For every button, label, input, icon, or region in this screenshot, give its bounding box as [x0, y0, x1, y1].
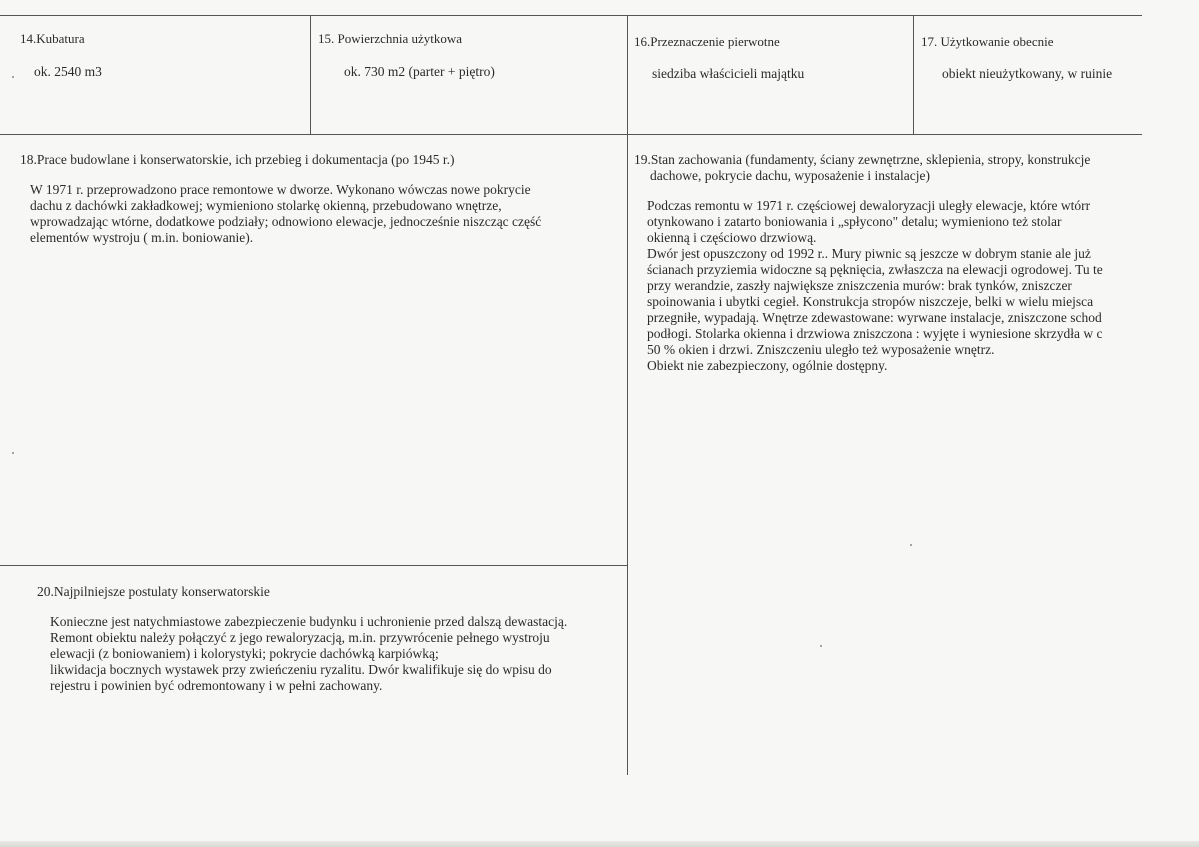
section-19-line: Dwór jest opuszczony od 1992 r.. Mury piwnic są jeszcze w dobrym stanie ale już: [647, 246, 1091, 261]
field-15-title: 15. Powierzchnia użytkowa: [318, 31, 463, 46]
paper-edge: [0, 841, 1199, 847]
section-19-line: przegniłe, wypadają. Wnętrze zdewastowane: wyrwane instalacje, zniszczone schod: [647, 310, 1102, 325]
section-19-text: [647, 198, 1126, 374]
section-19-title: [634, 152, 1154, 184]
field-14-title: 14.Kubatura: [20, 31, 85, 46]
section-19-line: otynkowano i zatarto boniowania i „spłycono" detalu; wymieniono też stolar: [647, 214, 1062, 229]
main-column-divider: [627, 15, 628, 775]
scan-speck: [12, 452, 14, 454]
section-18-line: dachu z dachówki zakładkowej; wymieniono stolarkę okienną, przebudowano wnętrze,: [30, 198, 502, 213]
field-17-title: 17. Użytkowanie obecnie: [921, 34, 1054, 49]
section-18-line: W 1971 r. przeprowadzono prace remontowe w dworze. Wykonano wówczas nowe pokrycie: [30, 182, 531, 197]
section-19-line: 50 % okien i drzwi. Zniszczeniu uległo też wyposażenie wnętrz.: [647, 342, 995, 357]
section-19-line: Podczas remontu w 1971 r. częściowej dewaloryzacji uległy elewacje, które wtórr: [647, 198, 1091, 213]
section-19-line: spoinowania i ubytki cegieł. Konstrukcja stropów niszczeje, belki w wielu miejsca: [647, 294, 1094, 309]
section-20-title: 20.Najpilniejsze postulaty konserwatorskie: [37, 584, 270, 599]
section-20-line: Remont obiektu należy połączyć z jego rewaloryzacją, m.in. przywrócenie pełnego wystroju: [50, 630, 550, 645]
field-15-value: ok. 730 m2 (parter + piętro): [344, 64, 495, 79]
scan-speck: [910, 544, 912, 546]
section-18-line: elementów wystroju ( m.in. boniowanie).: [30, 230, 254, 245]
section20-top-line: [0, 565, 627, 566]
scan-speck: [12, 76, 14, 78]
field-17-value: obiekt nieużytkowany, w ruinie: [942, 66, 1113, 81]
divider-16-17: [913, 15, 914, 135]
divider-14-15: [310, 15, 311, 135]
field-16-value: siedziba właścicieli majątku: [652, 66, 805, 81]
section-20-text: [50, 614, 620, 694]
scan-speck: [820, 645, 822, 647]
section-18-line: wprowadzając wtórne, dodatkowe podziały; odnowiono elewacje, jednocześnie niszcząc część: [30, 214, 542, 229]
section-19-title-line: dachowe, pokrycie dachu, wyposażenie i instalacje): [650, 168, 931, 183]
section-19-title-line: 19.Stan zachowania (fundamenty, ściany zewnętrzne, sklepienia, stropy, konstrukcje: [634, 152, 1091, 167]
section-20-line: Konieczne jest natychmiastowe zabezpieczenie budynku i uchronienie przed dalszą dewastacją.: [50, 614, 568, 629]
section-18-title: 18.Prace budowlane i konserwatorskie, ich przebieg i dokumentacja (po 1945 r.): [20, 152, 455, 167]
section-19-line: przy werandzie, zaszły największe zniszczenia murów: brak tynków, zniszczer: [647, 278, 1072, 293]
section-20-line: elewacji (z boniowaniem) i kolorystyki; pokrycie dachówką karpiówką;: [50, 646, 439, 661]
field-16-title: 16.Przeznaczenie pierwotne: [634, 34, 780, 49]
section-19-line: podłogi. Stolarka okienna i drzwiowa zniszczona : wyjęte i wyniesione skrzydła w c: [647, 326, 1103, 341]
top-border-line: [0, 15, 1142, 16]
section-20-line: likwidacja bocznych wystawek przy zwieńczeniu ryzalitu. Dwór kwalifikuje się do wpisu do: [50, 662, 552, 677]
section-19-line: okienną i częściowo drzwiową.: [647, 230, 817, 245]
section-20-line: rejestru i powinien być odremontowany i w pełni zachowany.: [50, 678, 383, 693]
section-19-line: ścianach przyziemia widoczne są pęknięcia, zwłaszcza na elewacji ogrodowej. Tu te: [647, 262, 1103, 277]
section-18-text: [30, 182, 620, 246]
section-19-line: Obiekt nie zabezpieczony, ogólnie dostępny.: [647, 358, 888, 373]
field-14-value: ok. 2540 m3: [34, 64, 102, 79]
row1-bottom-line: [0, 134, 1142, 135]
